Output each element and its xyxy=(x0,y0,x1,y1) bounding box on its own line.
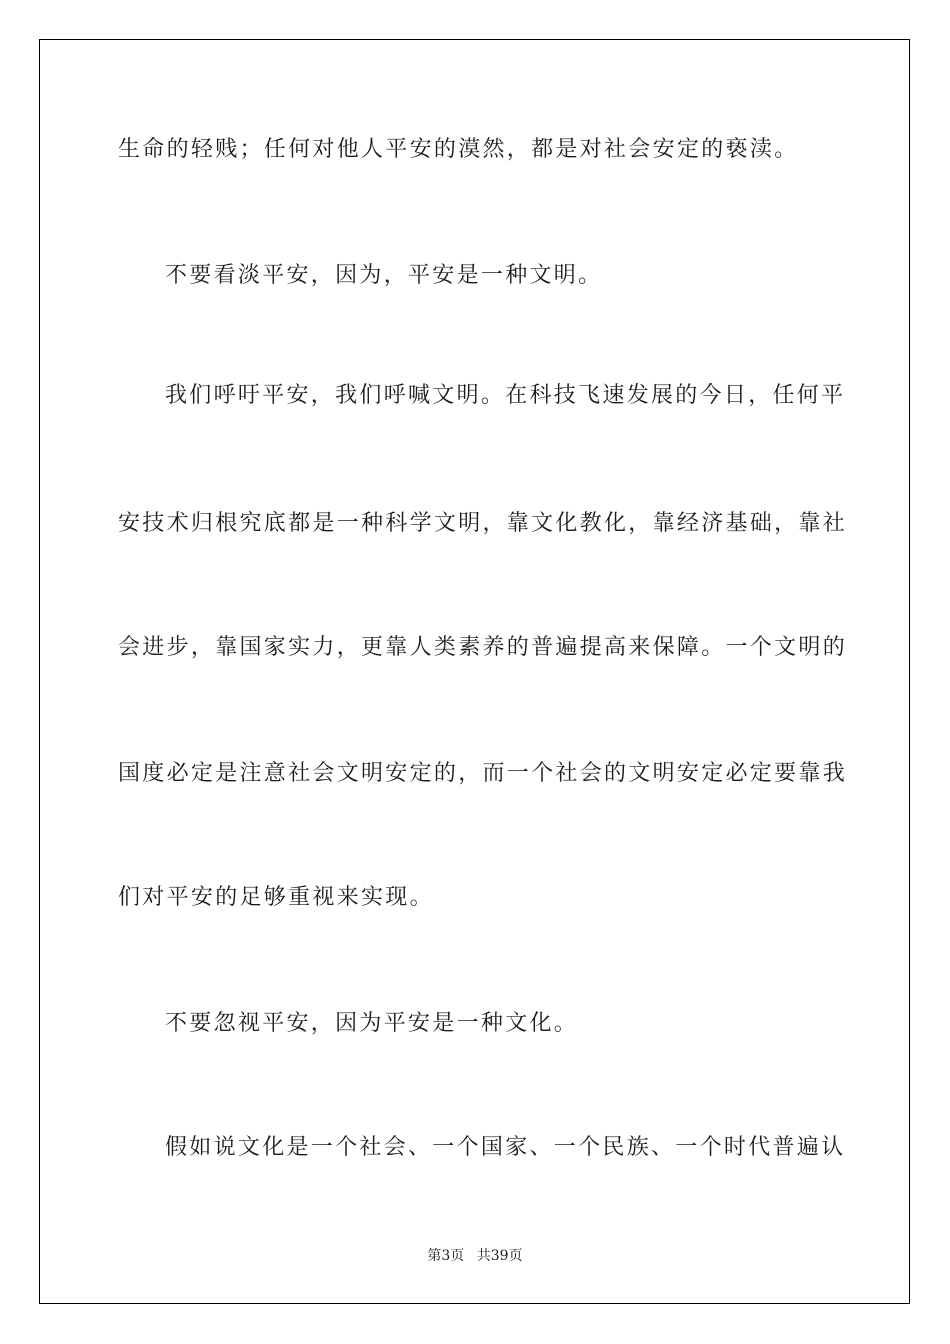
text-line-5: 会进步，靠国家实力，更靠人类素养的普遍提高来保障。一个文明的 xyxy=(118,635,848,660)
text-line-9: 假如说文化是一个社会、一个国家、一个民族、一个时代普遍认 xyxy=(165,1135,846,1160)
text-line-1: 生命的轻贱；任何对他人平安的漠然，都是对社会安定的亵渎。 xyxy=(118,137,799,162)
page-footer xyxy=(0,1247,950,1265)
text-line-7: 们对平安的足够重视来实现。 xyxy=(118,885,434,910)
text-line-4: 安技术归根究底都是一种科学文明，靠文化教化，靠经济基础，靠社 xyxy=(118,511,848,536)
page-frame xyxy=(39,39,910,1304)
page-number: 第3页 xyxy=(427,1248,465,1264)
text-line-3: 我们呼吁平安，我们呼喊文明。在科技飞速发展的今日，任何平 xyxy=(165,383,846,408)
text-line-8: 不要忽视平安，因为平安是一种文化。 xyxy=(165,1011,579,1036)
page-total: 共39页 xyxy=(476,1248,523,1264)
text-line-2: 不要看淡平安，因为，平安是一种文明。 xyxy=(165,263,603,288)
text-line-6: 国度必定是注意社会文明安定的，而一个社会的文明安定必定要靠我 xyxy=(118,761,848,786)
